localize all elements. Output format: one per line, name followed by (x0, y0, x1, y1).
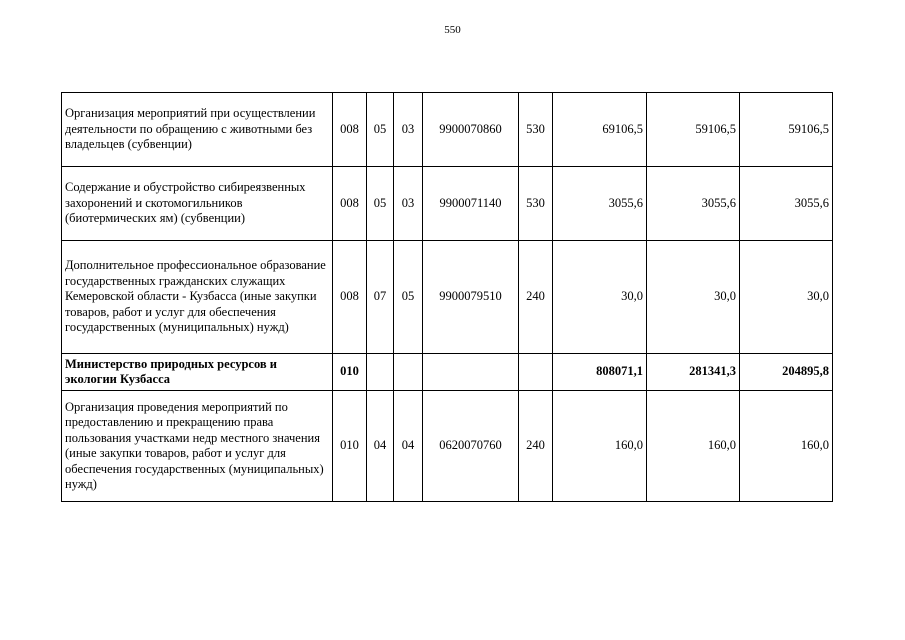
ministry-code-cell: 010 (333, 354, 367, 391)
subsection-code-cell: 03 (394, 93, 423, 167)
amount-year3-cell: 204895,8 (740, 354, 833, 391)
amount-year2-cell: 30,0 (647, 241, 740, 354)
expense-type-cell: 240 (519, 391, 553, 502)
expense-type-cell: 240 (519, 241, 553, 354)
subsection-code-cell: 04 (394, 391, 423, 502)
amount-year2-cell: 160,0 (647, 391, 740, 502)
subsection-code-cell (394, 354, 423, 391)
target-article-cell: 0620070760 (423, 391, 519, 502)
amount-year2-cell: 281341,3 (647, 354, 740, 391)
target-article-cell: 9900071140 (423, 167, 519, 241)
subsection-code-cell: 03 (394, 167, 423, 241)
subsection-code-cell: 05 (394, 241, 423, 354)
ministry-code-cell: 008 (333, 241, 367, 354)
row-name-cell: Министерство природных ресурсов и экологии Кузбасса (62, 354, 333, 391)
amount-year1-cell: 30,0 (553, 241, 647, 354)
table-row (62, 93, 833, 167)
ministry-code-cell: 008 (333, 93, 367, 167)
amount-year3-cell: 30,0 (740, 241, 833, 354)
section-code-cell: 04 (367, 391, 394, 502)
section-code-cell (367, 354, 394, 391)
amount-year1-cell: 69106,5 (553, 93, 647, 167)
amount-year1-cell: 3055,6 (553, 167, 647, 241)
table-row (62, 391, 833, 502)
amount-year2-cell: 3055,6 (647, 167, 740, 241)
amount-year3-cell: 160,0 (740, 391, 833, 502)
table-row (62, 241, 833, 354)
ministry-code-cell: 008 (333, 167, 367, 241)
row-name-cell: Дополнительное профессиональное образование государственных гражданских служащих Кемеровской области - Кузбасса (иные закупки товаров, работ и услуг для обеспечения государственных (муниципальных) нужд) (62, 241, 333, 354)
ministry-code-cell: 010 (333, 391, 367, 502)
row-name-cell: Организация проведения мероприятий по предоставлению и прекращению права пользования участками недр местного значения (иные закупки товаров, работ и услуг для обеспечения государственных (муниципальных) нужд) (62, 391, 333, 502)
page-number: 550 (444, 24, 461, 36)
amount-year3-cell: 59106,5 (740, 93, 833, 167)
target-article-cell (423, 354, 519, 391)
section-code-cell: 05 (367, 167, 394, 241)
amount-year2-cell: 59106,5 (647, 93, 740, 167)
budget-table (61, 92, 833, 502)
table-row-ministry-total (62, 354, 833, 391)
target-article-cell: 9900070860 (423, 93, 519, 167)
row-name-cell: Организация мероприятий при осуществлении деятельности по обращению с животными без владельцев (субвенции) (62, 93, 333, 167)
expense-type-cell (519, 354, 553, 391)
target-article-cell: 9900079510 (423, 241, 519, 354)
expense-type-cell: 530 (519, 93, 553, 167)
row-name-cell: Содержание и обустройство сибиреязвенных захоронений и скотомогильников (биотермических ям) (субвенции) (62, 167, 333, 241)
table-row (62, 167, 833, 241)
amount-year3-cell: 3055,6 (740, 167, 833, 241)
section-code-cell: 05 (367, 93, 394, 167)
expense-type-cell: 530 (519, 167, 553, 241)
amount-year1-cell: 808071,1 (553, 354, 647, 391)
amount-year1-cell: 160,0 (553, 391, 647, 502)
section-code-cell: 07 (367, 241, 394, 354)
